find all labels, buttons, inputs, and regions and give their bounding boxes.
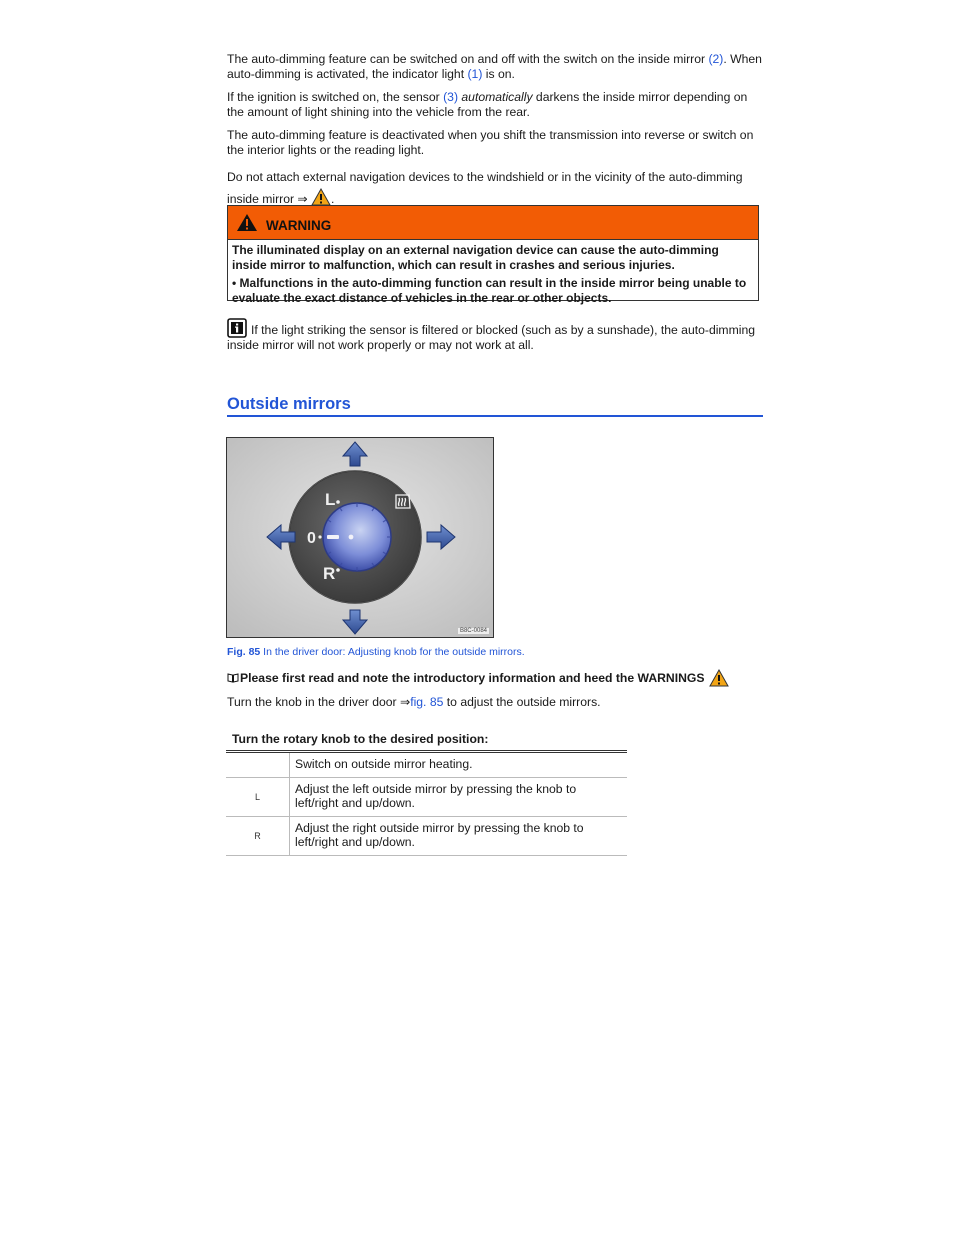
book-icon bbox=[227, 673, 239, 683]
paragraph-1: The auto-dimming feature can be switched on and off with the switch on the inside mirror (2). When auto-dimming is activated, the indicator light (1) is on. bbox=[227, 52, 762, 81]
warning-header bbox=[228, 206, 758, 240]
note bbox=[227, 318, 763, 353]
figure-number: Fig. 85 bbox=[227, 646, 261, 658]
position-key bbox=[226, 753, 290, 778]
instruction: Turn the knob in the driver door ⇒fig. 85 to adjust the outside mirrors. bbox=[227, 695, 601, 709]
position-desc: Adjust the right outside mirror by pressing the knob to left/right and up/down. bbox=[290, 817, 628, 856]
knob-label-off: 0 bbox=[307, 530, 316, 547]
ref-switch[interactable]: (2) bbox=[708, 52, 724, 66]
warning-triangle-icon bbox=[236, 213, 258, 232]
warning-item: The illuminated display on an external navigation device can cause the auto-dimming inside mirror to malfunction, which can result in crashes and serious injuries. bbox=[232, 243, 719, 272]
table-title: Turn the rotary knob to the desired position: bbox=[226, 732, 627, 753]
knob-label-right: R bbox=[323, 564, 336, 583]
table-row bbox=[226, 753, 627, 778]
figure-mirror-knob bbox=[226, 437, 494, 638]
warning-title: WARNING bbox=[266, 218, 332, 233]
paragraph-2: If the ignition is switched on, the sensor (3) automatically darkens the inside mirror depending on the amount of light shining into the vehicle from the rear. bbox=[227, 90, 748, 119]
ref-sensor[interactable]: (3) bbox=[443, 90, 459, 104]
info-note-icon bbox=[227, 318, 247, 338]
paragraph-4: Do not attach external navigation devices to the windshield or in the vicinity of the auto-dimming inside mirror ⇒ . bbox=[227, 170, 743, 206]
intro-text: Please first read and note the introductory information and heed the WARNINGS bbox=[240, 671, 705, 685]
position-key: R bbox=[226, 817, 290, 856]
position-key: L bbox=[226, 778, 290, 817]
knob-label-left: L bbox=[325, 490, 336, 509]
table-row bbox=[226, 778, 627, 817]
paragraph-3: The auto-dimming feature is deactivated when you shift the transmission into reverse or switch on the interior lights or the reading light. bbox=[227, 128, 754, 157]
warning-box bbox=[227, 205, 759, 305]
figure-link[interactable]: fig. 85 bbox=[410, 695, 444, 709]
note-text: If the light striking the sensor is filtered or blocked (such as by a sunshade), the auto-dimming inside mirror will not work properly or may not work at all. bbox=[227, 323, 756, 352]
figure-caption: Fig. 85 In the driver door: Adjusting knob for the outside mirrors. bbox=[227, 646, 525, 658]
body-text bbox=[227, 52, 763, 218]
warning-item: • Malfunctions in the auto-dimming function can result in the inside mirror being unable to evaluate the exact distance of vehicles in the rear or other objects. bbox=[232, 276, 747, 305]
position-desc: Adjust the left outside mirror by pressing the knob to left/right and up/down. bbox=[290, 778, 628, 817]
ref-indicator[interactable]: (1) bbox=[467, 67, 483, 81]
position-desc: Switch on outside mirror heating. bbox=[290, 753, 628, 778]
section-title: Outside mirrors bbox=[227, 395, 763, 417]
mirror-knob-illustration bbox=[227, 438, 494, 638]
figure-code: B8C-0084 bbox=[459, 628, 487, 634]
warning-triangle-icon[interactable] bbox=[709, 669, 729, 687]
warning-body bbox=[228, 240, 758, 305]
intro-line bbox=[227, 669, 729, 687]
table-row bbox=[226, 817, 627, 856]
positions-table bbox=[226, 732, 627, 856]
warning-triangle-icon[interactable] bbox=[311, 188, 331, 206]
